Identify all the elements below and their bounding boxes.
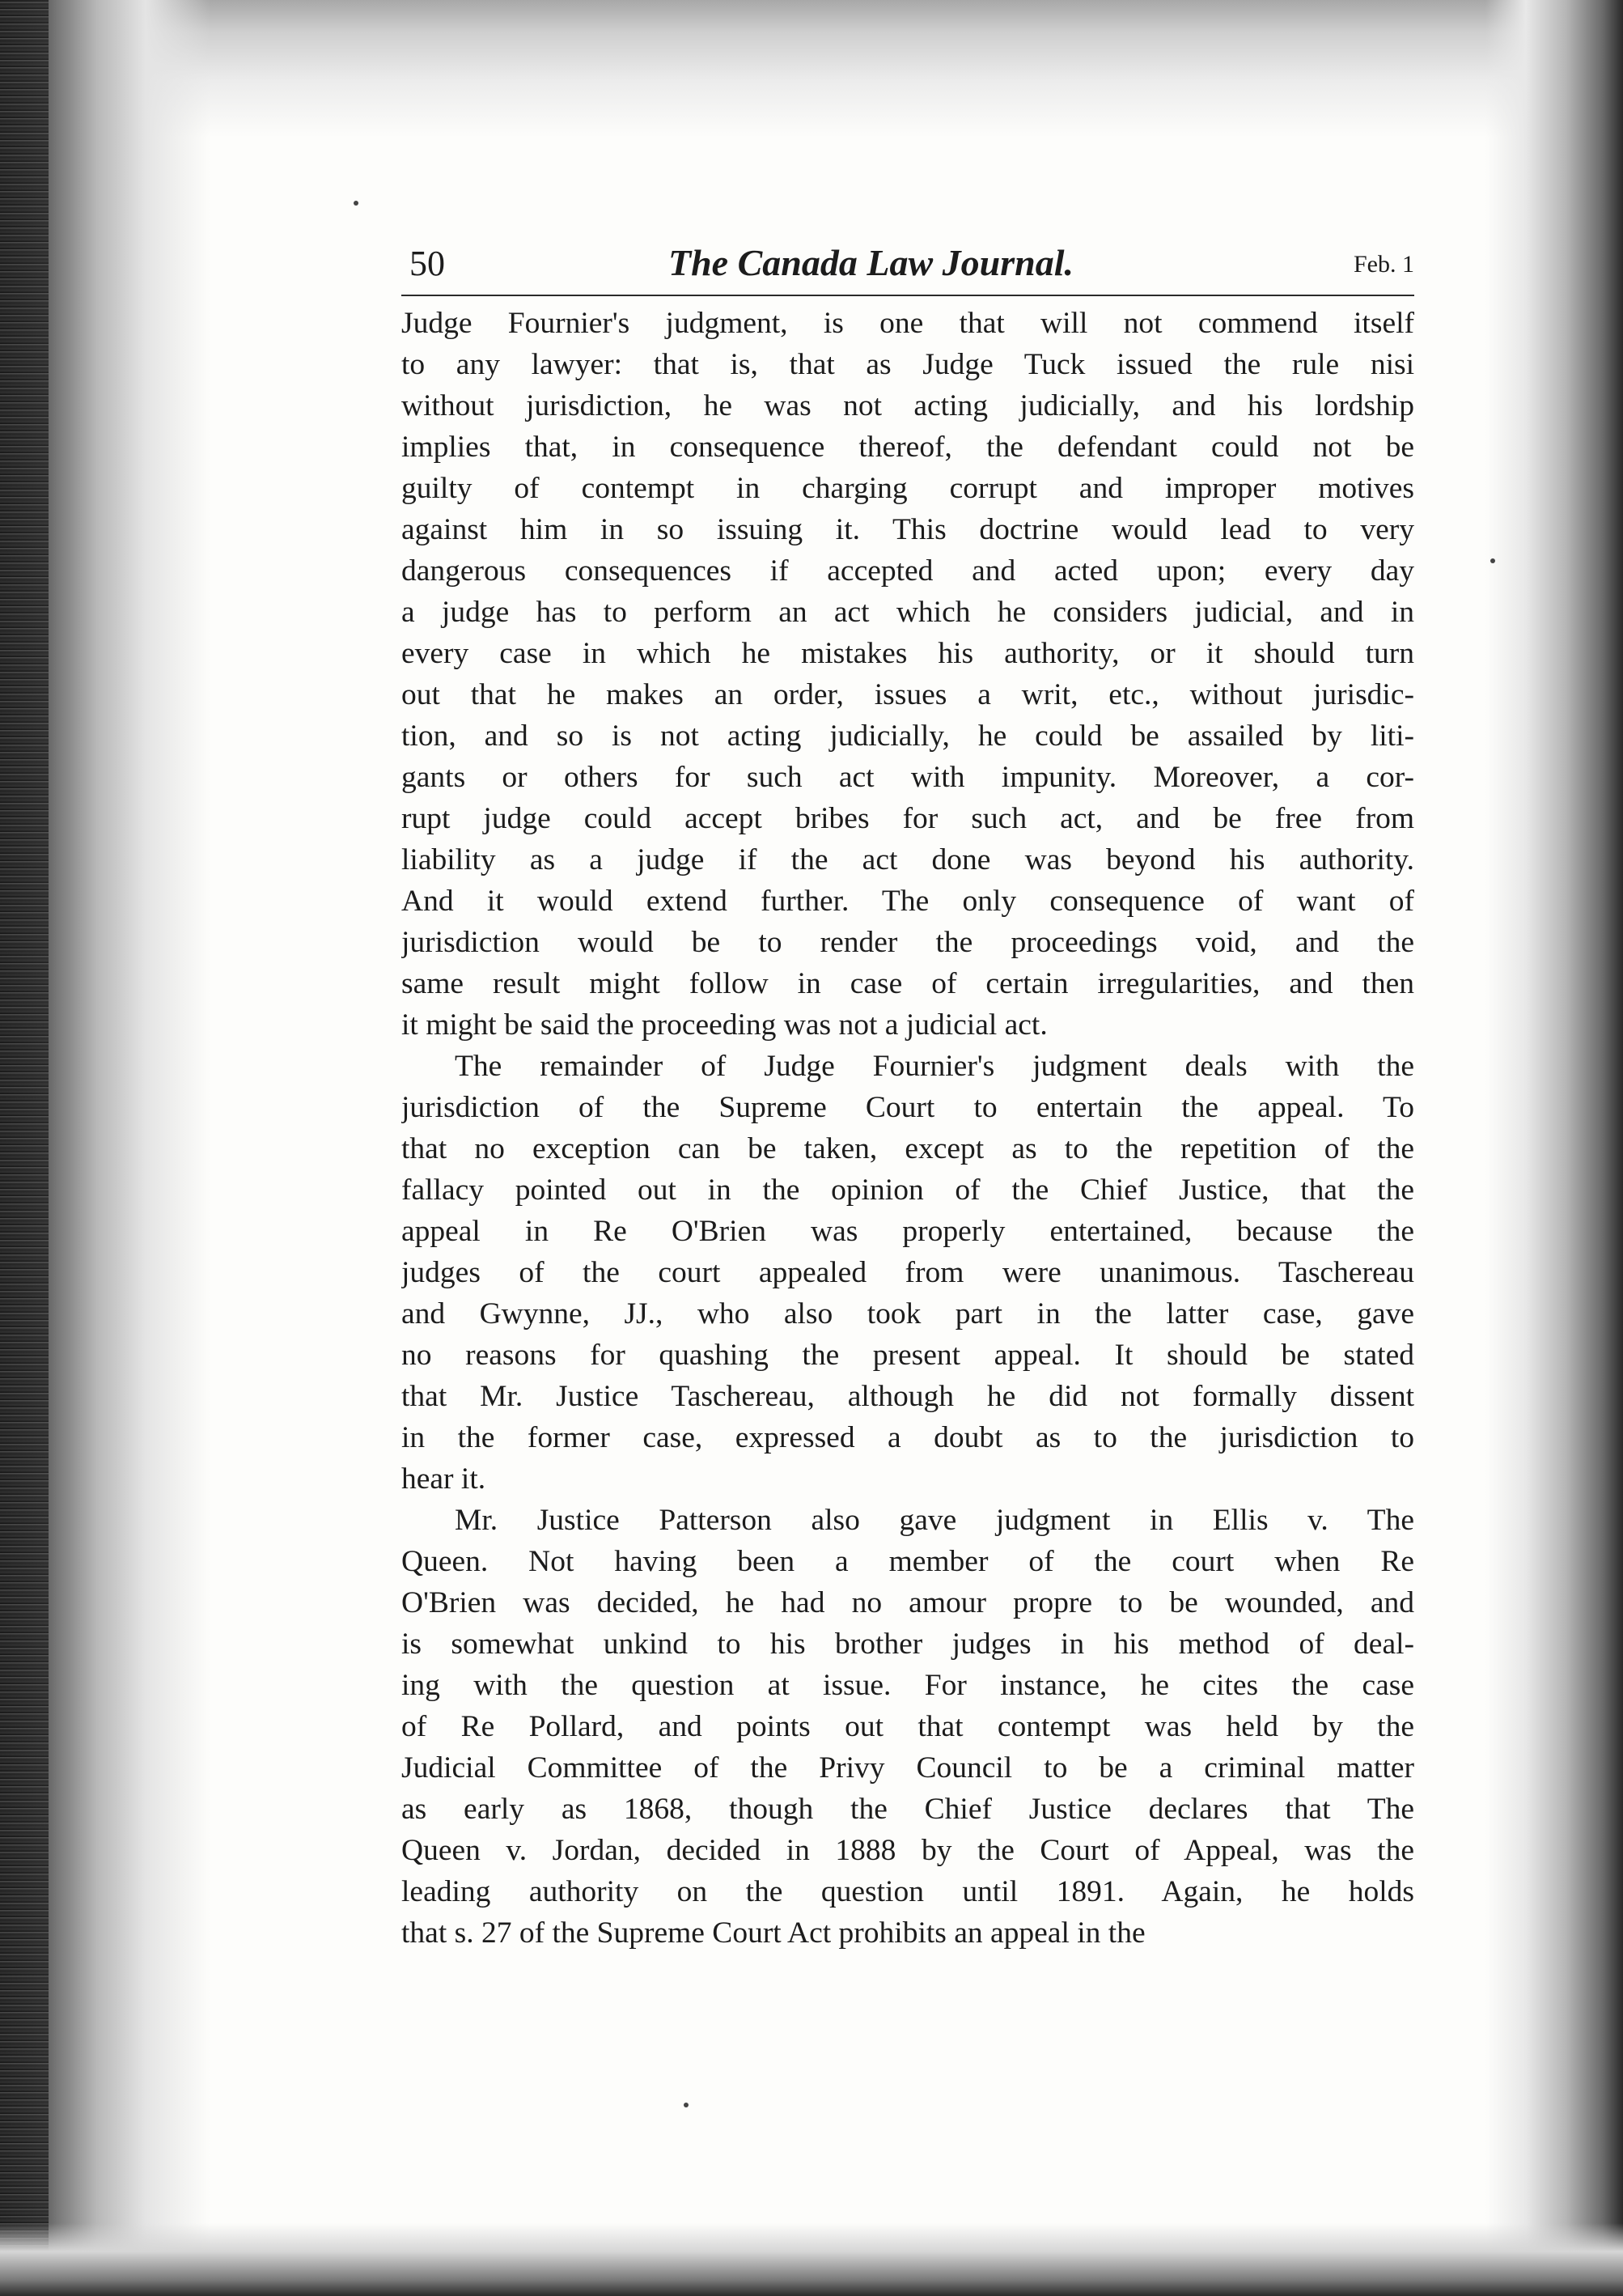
paragraph	[401, 303, 1414, 1046]
text-line: out that he makes an order, issues a writ, etc., without jurisdic-	[401, 678, 1414, 711]
text-line: against him in so issuing it. This doctrine would lead to very	[401, 513, 1414, 546]
text-line: The remainder of Judge Fournier's judgment deals with the	[455, 1050, 1414, 1083]
text-line: Queen. Not having been a member of the court when Re	[401, 1545, 1414, 1578]
text-line: fallacy pointed out in the opinion of the Chief Justice, that the	[401, 1173, 1414, 1207]
page-number: 50	[409, 244, 445, 283]
text-line: Mr. Justice Patterson also gave judgment in Ellis v. The	[455, 1504, 1414, 1537]
text-line: as early as 1868, though the Chief Justice declares that The	[401, 1793, 1414, 1826]
scan-shadow-bottom	[0, 2223, 1623, 2296]
header-date: Feb. 1	[1354, 251, 1414, 278]
text-line: dangerous consequences if accepted and acted upon; every day	[401, 554, 1414, 588]
text-line: Judge Fournier's judgment, is one that will not commend itself	[401, 307, 1414, 340]
text-line: leading authority on the question until 1891. Again, he holds	[401, 1875, 1414, 1908]
text-line: liability as a judge if the act done was beyond his authority.	[401, 843, 1414, 876]
text-line: gants or others for such act with impunity. Moreover, a cor-	[401, 761, 1414, 794]
text-line: of Re Pollard, and points out that contempt was held by the	[401, 1710, 1414, 1743]
text-line: judges of the court appealed from were unanimous. Taschereau	[401, 1256, 1414, 1289]
text-line: that s. 27 of the Supreme Court Act prohibits an appeal in the	[401, 1916, 1146, 1950]
text-line: guilty of contempt in charging corrupt and improper motives	[401, 472, 1414, 505]
text-line: in the former case, expressed a doubt as to the jurisdiction to	[401, 1421, 1414, 1454]
text-line: tion, and so is not acting judicially, he could be assailed by liti-	[401, 719, 1414, 753]
text-line: that no exception can be taken, except as to the repetition of the	[401, 1132, 1414, 1165]
text-line: a judge has to perform an act which he considers judicial, and in	[401, 596, 1414, 629]
text-line: O'Brien was decided, he had no amour propre to be wounded, and	[401, 1586, 1414, 1619]
binding-edge	[0, 0, 49, 2296]
text-line: every case in which he mistakes his authority, or it should turn	[401, 637, 1414, 670]
text-line: is somewhat unkind to his brother judges in his method of deal-	[401, 1628, 1414, 1661]
running-header	[401, 243, 1414, 296]
text-line: same result might follow in case of certain irregularities, and then	[401, 967, 1414, 1000]
scan-speck	[1490, 558, 1495, 563]
text-line: rupt judge could accept bribes for such act, and be free from	[401, 802, 1414, 835]
text-line: no reasons for quashing the present appeal. It should be stated	[401, 1339, 1414, 1372]
text-line: ing with the question at issue. For instance, he cites the case	[401, 1669, 1414, 1702]
text-line: Queen v. Jordan, decided in 1888 by the Court of Appeal, was the	[401, 1834, 1414, 1867]
text-line: jurisdiction would be to render the proceedings void, and the	[401, 926, 1414, 959]
scan-speck	[684, 2103, 689, 2107]
paragraph	[401, 1046, 1414, 1500]
text-line: that Mr. Justice Taschereau, although he did not formally dissent	[401, 1380, 1414, 1413]
text-line: Judicial Committee of the Privy Council to be a criminal matter	[401, 1751, 1414, 1785]
text-line: appeal in Re O'Brien was properly entertained, because the	[401, 1215, 1414, 1248]
article-text-block	[401, 243, 1414, 1954]
text-line: jurisdiction of the Supreme Court to entertain the appeal. To	[401, 1091, 1414, 1124]
text-line: hear it.	[401, 1462, 486, 1496]
text-line: without jurisdiction, he was not acting judicially, and his lordship	[401, 389, 1414, 422]
journal-title: The Canada Law Journal.	[668, 242, 1074, 283]
article-body	[401, 303, 1414, 1954]
text-line: implies that, in consequence thereof, the defendant could not be	[401, 431, 1414, 464]
text-line: it might be said the proceeding was not a judicial act.	[401, 1008, 1048, 1042]
paragraph	[401, 1500, 1414, 1954]
text-line: to any lawyer: that is, that as Judge Tuck issued the rule nisi	[401, 348, 1414, 381]
scan-speck	[354, 201, 358, 206]
scan-shadow-right	[1485, 0, 1623, 2296]
text-line: And it would extend further. The only consequence of want of	[401, 885, 1414, 918]
scan-shadow-top	[121, 0, 1623, 138]
text-line: and Gwynne, JJ., who also took part in the latter case, gave	[401, 1297, 1414, 1330]
